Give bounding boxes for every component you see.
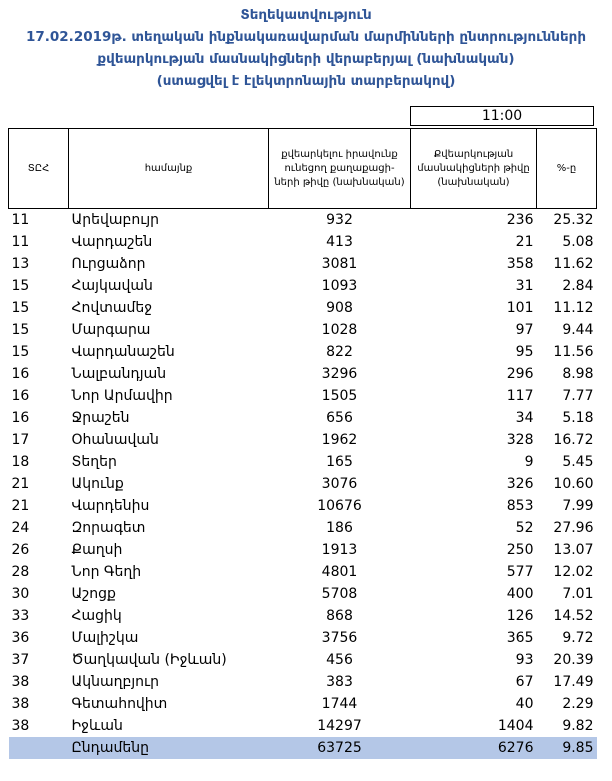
cell-percent: 11.62 (553, 256, 594, 272)
turnout-table (8, 128, 597, 759)
cell-participants: 358 (506, 256, 534, 272)
cell-community: Գետահովիտ (71, 696, 168, 712)
cell-community: Նոր Արմավիր (71, 388, 173, 404)
cell-percent: 11.56 (553, 344, 594, 360)
cell-participants: 296 (506, 366, 534, 382)
cell-percent: 14.52 (553, 608, 594, 624)
cell-eligible: 3076 (321, 476, 358, 492)
cell-percent: 7.99 (562, 498, 594, 514)
cell-code: 38 (11, 674, 30, 690)
cell-percent: 5.45 (562, 454, 594, 470)
total-participants: 6276 (411, 737, 537, 759)
table-row (9, 231, 597, 253)
cell-community: Ուրցաձոր (71, 256, 146, 272)
cell-eligible: 383 (326, 674, 353, 690)
cell-participants: 400 (506, 586, 534, 602)
cell-eligible: 1913 (321, 542, 358, 558)
cell-participants: 93 (515, 652, 534, 668)
cell-percent: 5.18 (562, 410, 594, 426)
cell-community: Մարգարա (71, 322, 151, 338)
table-row (9, 671, 597, 693)
cell-percent: 20.39 (553, 652, 594, 668)
cell-eligible: 456 (326, 652, 353, 668)
cell-code: 21 (11, 476, 30, 492)
cell-percent: 27.96 (553, 520, 594, 536)
cell-code: 30 (11, 586, 30, 602)
cell-community: Նալբանդյան (71, 366, 167, 382)
cell-eligible: 186 (326, 520, 353, 536)
table-row (9, 715, 597, 737)
cell-eligible: 1028 (321, 322, 358, 338)
cell-community: Իջևան (71, 718, 123, 734)
cell-participants: 34 (515, 410, 534, 426)
cell-code: 17 (11, 432, 30, 448)
cell-eligible: 14297 (317, 718, 362, 734)
cell-percent: 9.44 (562, 322, 594, 338)
cell-participants: 95 (515, 344, 534, 360)
title-line-3: քվեարկության մասնակիցների վերաբերյալ (նախնական) (97, 51, 515, 67)
cell-eligible: 5708 (321, 586, 358, 602)
cell-code: 21 (11, 498, 30, 514)
cell-eligible: 3296 (321, 366, 358, 382)
cell-code: 38 (11, 718, 30, 734)
cell-percent: 10.60 (553, 476, 594, 492)
total-row (9, 737, 597, 759)
cell-community: Ծաղկավան (Իջևան) (71, 652, 227, 668)
cell-community: Աշոցք (71, 586, 116, 602)
cell-participants: 40 (515, 696, 534, 712)
cell-eligible: 165 (326, 454, 353, 470)
header-community: համայնք (69, 129, 269, 209)
cell-percent: 9.72 (562, 630, 594, 646)
cell-participants: 1404 (497, 718, 534, 734)
table-row (9, 319, 597, 341)
table-row (9, 561, 597, 583)
cell-percent: 12.02 (553, 564, 594, 580)
cell-eligible: 1505 (321, 388, 358, 404)
table-row (9, 209, 597, 232)
cell-code: 15 (11, 300, 30, 316)
total-eligible: 63725 (269, 737, 411, 759)
report-title (0, 4, 612, 92)
cell-participants: 9 (524, 454, 534, 470)
table-row (9, 429, 597, 451)
cell-percent: 13.07 (553, 542, 594, 558)
cell-code: 28 (11, 564, 30, 580)
title-line-2: 17.02.2019թ. տեղական ինքնակառավարման մարմինների ընտրությունների (25, 29, 586, 45)
cell-participants: 250 (506, 542, 534, 558)
cell-percent: 11.12 (553, 300, 594, 316)
cell-community: Քաղսի (71, 542, 123, 558)
table-row (9, 385, 597, 407)
cell-participants: 126 (506, 608, 534, 624)
cell-percent: 17.49 (553, 674, 594, 690)
cell-code: 36 (11, 630, 30, 646)
cell-community: Ակունք (71, 476, 124, 492)
cell-participants: 328 (506, 432, 534, 448)
cell-participants: 577 (506, 564, 534, 580)
cell-eligible: 908 (326, 300, 353, 316)
table-row (9, 363, 597, 385)
cell-code: 37 (11, 652, 30, 668)
cell-community: Հայկավան (71, 278, 153, 294)
cell-code: 26 (11, 542, 30, 558)
cell-percent: 16.72 (553, 432, 594, 448)
cell-community: Վարդանաշեն (71, 344, 175, 360)
table-row (9, 253, 597, 275)
cell-participants: 52 (515, 520, 534, 536)
cell-community: Հովտամեջ (71, 300, 153, 316)
cell-code: 16 (11, 388, 30, 404)
table-row (9, 473, 597, 495)
cell-participants: 365 (506, 630, 534, 646)
title-line-4: (ստացվել է էլեկտրոնային տարբերակով) (156, 73, 456, 89)
cell-percent: 2.29 (562, 696, 594, 712)
table-row (9, 517, 597, 539)
cell-eligible: 3081 (321, 256, 358, 272)
total-code (9, 737, 69, 759)
cell-community: Նոր Գեղի (71, 564, 142, 580)
total-percent: 9.85 (537, 737, 597, 759)
cell-eligible: 413 (326, 234, 353, 250)
cell-community: Վարդենիս (71, 498, 150, 514)
table-row (9, 649, 597, 671)
cell-code: 13 (11, 256, 30, 272)
cell-eligible: 656 (326, 410, 353, 426)
table-row (9, 539, 597, 561)
cell-eligible: 4801 (321, 564, 358, 580)
cell-percent: 8.98 (562, 366, 594, 382)
header-percent: %-ը (537, 129, 597, 209)
table-row (9, 495, 597, 517)
cell-code: 16 (11, 410, 30, 426)
cell-participants: 101 (506, 300, 534, 316)
cell-percent: 2.84 (562, 278, 594, 294)
cell-code: 33 (11, 608, 30, 624)
header-participants: Քվեարկության մասնակիցների թիվը (նախնական) (411, 129, 537, 209)
cell-participants: 31 (515, 278, 534, 294)
table-row (9, 407, 597, 429)
header-eligible: քվեարկելու իրավունք ունեցող քաղաքացի-ների թիվը (նախնական) (269, 129, 411, 209)
cell-community: Մալիշկա (71, 630, 139, 646)
cell-community: Արեվաբույր (71, 212, 159, 228)
cell-percent: 7.01 (562, 586, 594, 602)
cell-participants: 97 (515, 322, 534, 338)
cell-eligible: 10676 (317, 498, 362, 514)
cell-eligible: 1744 (321, 696, 358, 712)
cell-code: 18 (11, 454, 30, 470)
cell-participants: 236 (506, 212, 534, 228)
header-row (9, 129, 597, 209)
cell-community: Հացիկ (71, 608, 122, 624)
time-label: 11:00 (410, 106, 594, 126)
title-line-1: Տեղեկատվություն (240, 7, 372, 23)
cell-code: 11 (11, 212, 30, 228)
table-row (9, 693, 597, 715)
cell-percent: 9.82 (562, 718, 594, 734)
cell-code: 15 (11, 344, 30, 360)
cell-community: Զորագետ (71, 520, 146, 536)
table-row (9, 297, 597, 319)
cell-community: Ջրաշեն (71, 410, 130, 426)
cell-code: 15 (11, 278, 30, 294)
cell-eligible: 822 (326, 344, 353, 360)
cell-community: Ակնաղբյուր (71, 674, 159, 690)
table-row (9, 605, 597, 627)
cell-code: 24 (11, 520, 30, 536)
table-row (9, 583, 597, 605)
total-label: Ընդամենը (69, 737, 269, 759)
cell-eligible: 932 (326, 212, 353, 228)
table-row (9, 451, 597, 473)
cell-eligible: 3756 (321, 630, 358, 646)
cell-participants: 67 (515, 674, 534, 690)
cell-eligible: 868 (326, 608, 353, 624)
cell-code: 11 (11, 234, 30, 250)
cell-participants: 21 (515, 234, 534, 250)
table-row (9, 275, 597, 297)
cell-community: Վարդաշեն (71, 234, 153, 250)
header-code: ՏԸՀ (9, 129, 69, 209)
table-row (9, 341, 597, 363)
cell-participants: 853 (506, 498, 534, 514)
cell-code: 16 (11, 366, 30, 382)
cell-eligible: 1093 (321, 278, 358, 294)
cell-community: Օհանավան (71, 432, 159, 448)
cell-eligible: 1962 (321, 432, 358, 448)
cell-percent: 5.08 (562, 234, 594, 250)
cell-participants: 326 (506, 476, 534, 492)
cell-percent: 25.32 (553, 212, 594, 228)
cell-participants: 117 (506, 388, 534, 404)
table-row (9, 627, 597, 649)
cell-community: Տեղեր (71, 454, 117, 470)
cell-code: 15 (11, 322, 30, 338)
cell-code: 38 (11, 696, 30, 712)
cell-percent: 7.77 (562, 388, 594, 404)
